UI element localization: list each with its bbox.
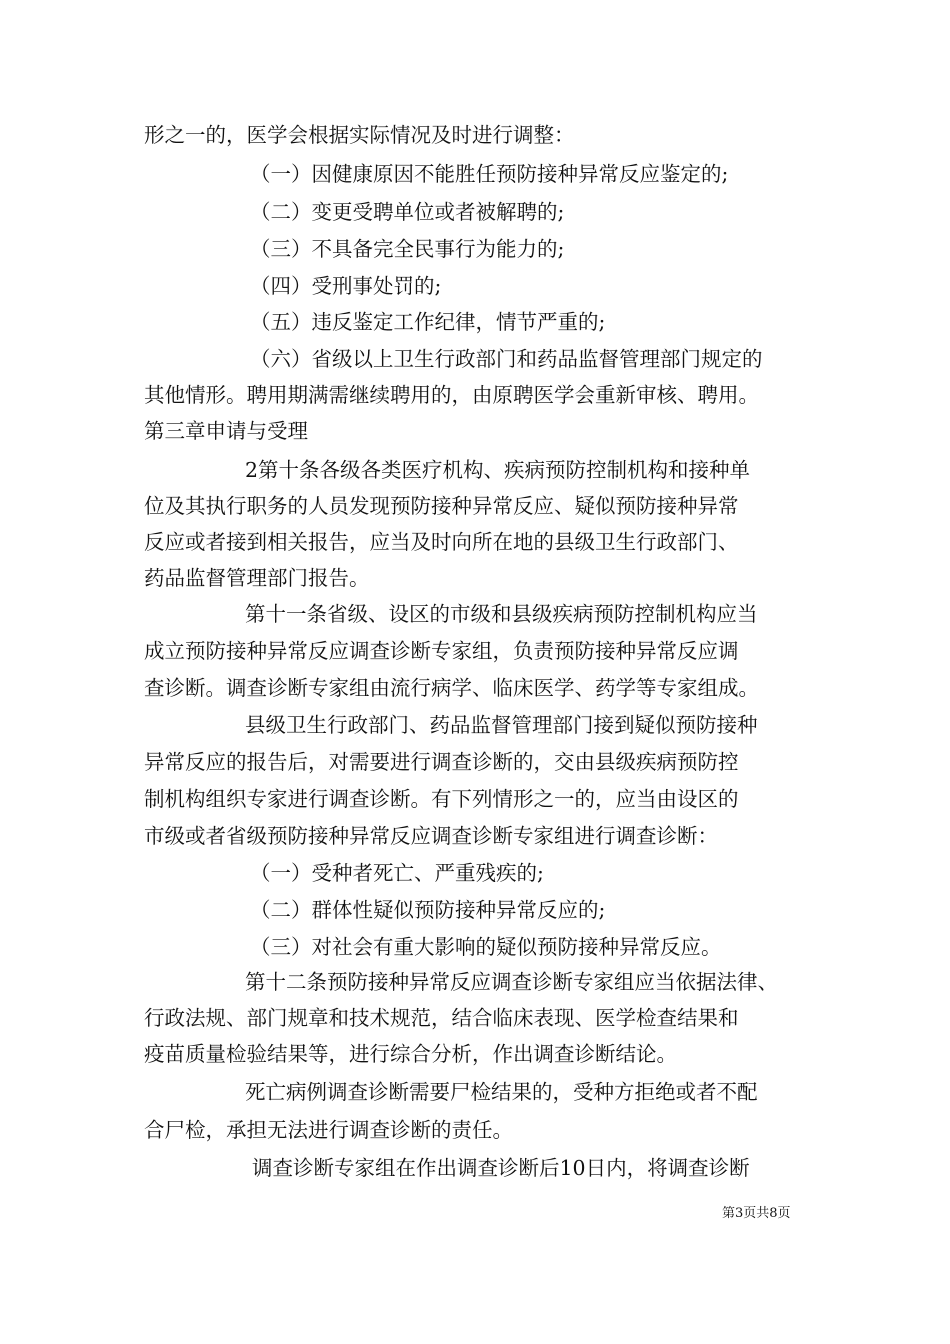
text-line: 药品监督管理部门报告。 — [144, 566, 370, 590]
text-line: 2第十条各级各类医疗机构、疾病预防控制机构和接种单 — [245, 458, 751, 482]
text-line: 成立预防接种异常反应调查诊断专家组，负责预防接种异常反应调 — [144, 639, 739, 663]
text-line: （五）违反鉴定工作纪律，情节严重的; — [250, 310, 606, 334]
text-line: （三）对社会有重大影响的疑似预防接种异常反应。 — [250, 935, 722, 959]
text-line: 异常反应的报告后，对需要进行调查诊断的，交由县级疾病预防控 — [144, 750, 739, 774]
text-line: 行政法规、部门规章和技术规范，结合临床表现、医学检查结果和 — [144, 1006, 739, 1030]
text-line: 死亡病例调查诊断需要尸检结果的，受种方拒绝或者不配 — [245, 1080, 758, 1104]
text-line: 市级或者省级预防接种异常反应调查诊断专家组进行调查诊断： — [144, 824, 718, 848]
text-line: （三）不具备完全民事行为能力的; — [250, 237, 565, 261]
text-line: 制机构组织专家进行调查诊断。有下列情形之一的，应当由设区的 — [144, 787, 739, 811]
text-line: 反应或者接到相关报告，应当及时向所在地的县级卫生行政部门、 — [144, 530, 739, 554]
chapter-heading: 第三章申请与受理 — [144, 419, 308, 443]
text-line: 县级卫生行政部门、药品监督管理部门接到疑似预防接种 — [245, 713, 758, 737]
text-line: 位及其执行职务的人员发现预防接种异常反应、疑似预防接种异常 — [144, 494, 739, 518]
text-line: 其他情形。聘用期满需继续聘用的，由原聘医学会重新审核、聘用。 — [144, 383, 759, 407]
text-line: 形之一的，医学会根据实际情况及时进行调整： — [144, 123, 575, 147]
text-line: 第十二条预防接种异常反应调查诊断专家组应当依据法律、 — [245, 970, 778, 994]
text-line: 调查诊断专家组在作出调查诊断后10日内，将调查诊断 — [252, 1156, 750, 1180]
text-line: 第十一条省级、设区的市级和县级疾病预防控制机构应当 — [245, 602, 758, 626]
text-line: 合尸检，承担无法进行调查诊断的责任。 — [144, 1118, 513, 1142]
text-line: （二）群体性疑似预防接种异常反应的; — [250, 898, 606, 922]
text-line: （一）受种者死亡、严重残疾的; — [250, 861, 544, 885]
text-line: （四）受刑事处罚的; — [250, 274, 442, 298]
page-number: 第3页共8页 — [722, 1206, 791, 1221]
text-line: （六）省级以上卫生行政部门和药品监督管理部门规定的 — [250, 347, 763, 371]
text-line: （二）变更受聘单位或者被解聘的; — [250, 200, 565, 224]
text-line: 疫苗质量检验结果等，进行综合分析，作出调查诊断结论。 — [144, 1042, 677, 1066]
text-line: （一）因健康原因不能胜任预防接种异常反应鉴定的; — [250, 162, 729, 186]
text-line: 查诊断。调查诊断专家组由流行病学、临床医学、药学等专家组成。 — [144, 676, 759, 700]
